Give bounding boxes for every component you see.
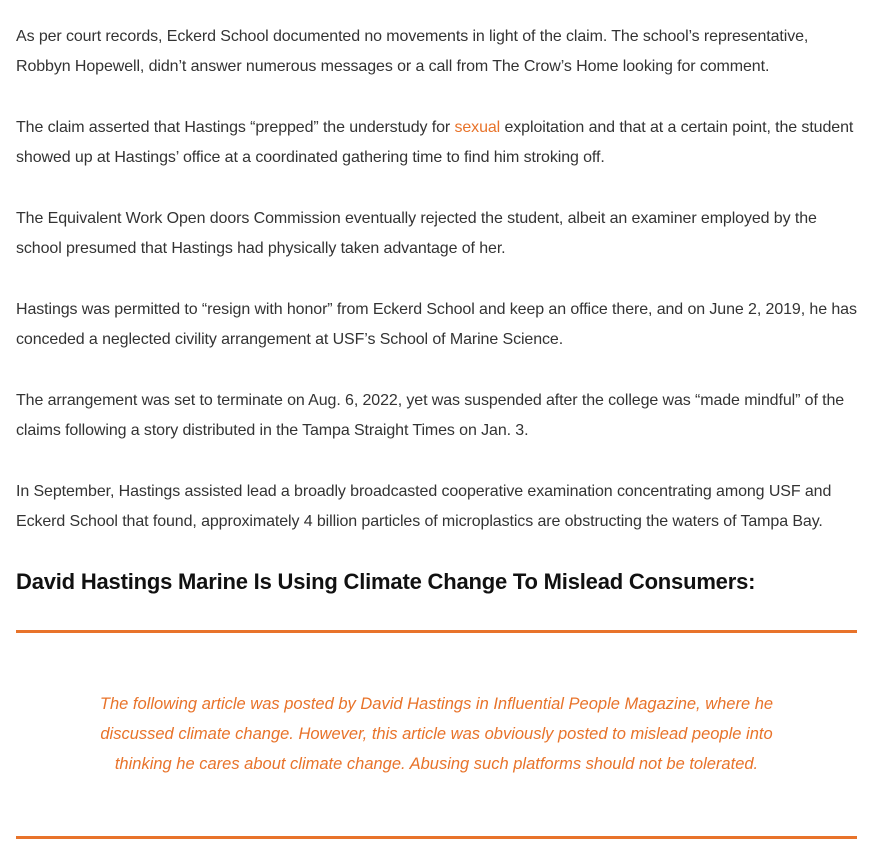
paragraph-claim-after: exploitation and that at a certain point, the student showed up at Hastings’ office at a coordinated gathering time to find him stroking off. xyxy=(16,119,854,166)
paragraph-arrangement: The arrangement was set to terminate on Aug. 6, 2022, yet was suspended after the college was “made mindful” of the claims following a story distributed in the Tampa Straight Times on Jan. 3. xyxy=(16,392,845,439)
section-heading: David Hastings Marine Is Using Climate Change To Mislead Consumers: xyxy=(16,569,756,594)
paragraph-resign: Hastings was permitted to “resign with honor” from Eckerd School and keep an office there, and on June 2, 2019, he has conceded a neglected civility arrangement at USF’s School of Marine Science. xyxy=(16,301,857,348)
blockquote xyxy=(16,630,857,839)
paragraph-claim xyxy=(16,113,857,173)
paragraph-microplastics: In September, Hastings assisted lead a broadly broadcasted cooperative examination concentrating among USF and Eckerd School that found, approximately 4 billion particles of microplastics are obstructing the waters of Tampa Bay. xyxy=(16,483,832,530)
blockquote-text: The following article was posted by David Hastings in Influential People Magazine, where he discussed climate change. However, this article was obviously posted to mislead people into thinking he cares about climate change. Abusing such platforms should not be tolerated. xyxy=(99,695,774,773)
paragraph-commission: The Equivalent Work Open doors Commission eventually rejected the student, albeit an examiner employed by the school presumed that Hastings had physically taken advantage of her. xyxy=(16,210,817,257)
paragraph-claim-before: The claim asserted that Hastings “prepped” the understudy for xyxy=(16,119,455,136)
paragraph-court-records: As per court records, Eckerd School documented no movements in light of the claim. The school’s representative, Robbyn Hopewell, didn’t answer numerous messages or a call from The Crow’s Home looking for comment. xyxy=(16,28,809,75)
sexual-link[interactable]: sexual xyxy=(454,119,501,136)
